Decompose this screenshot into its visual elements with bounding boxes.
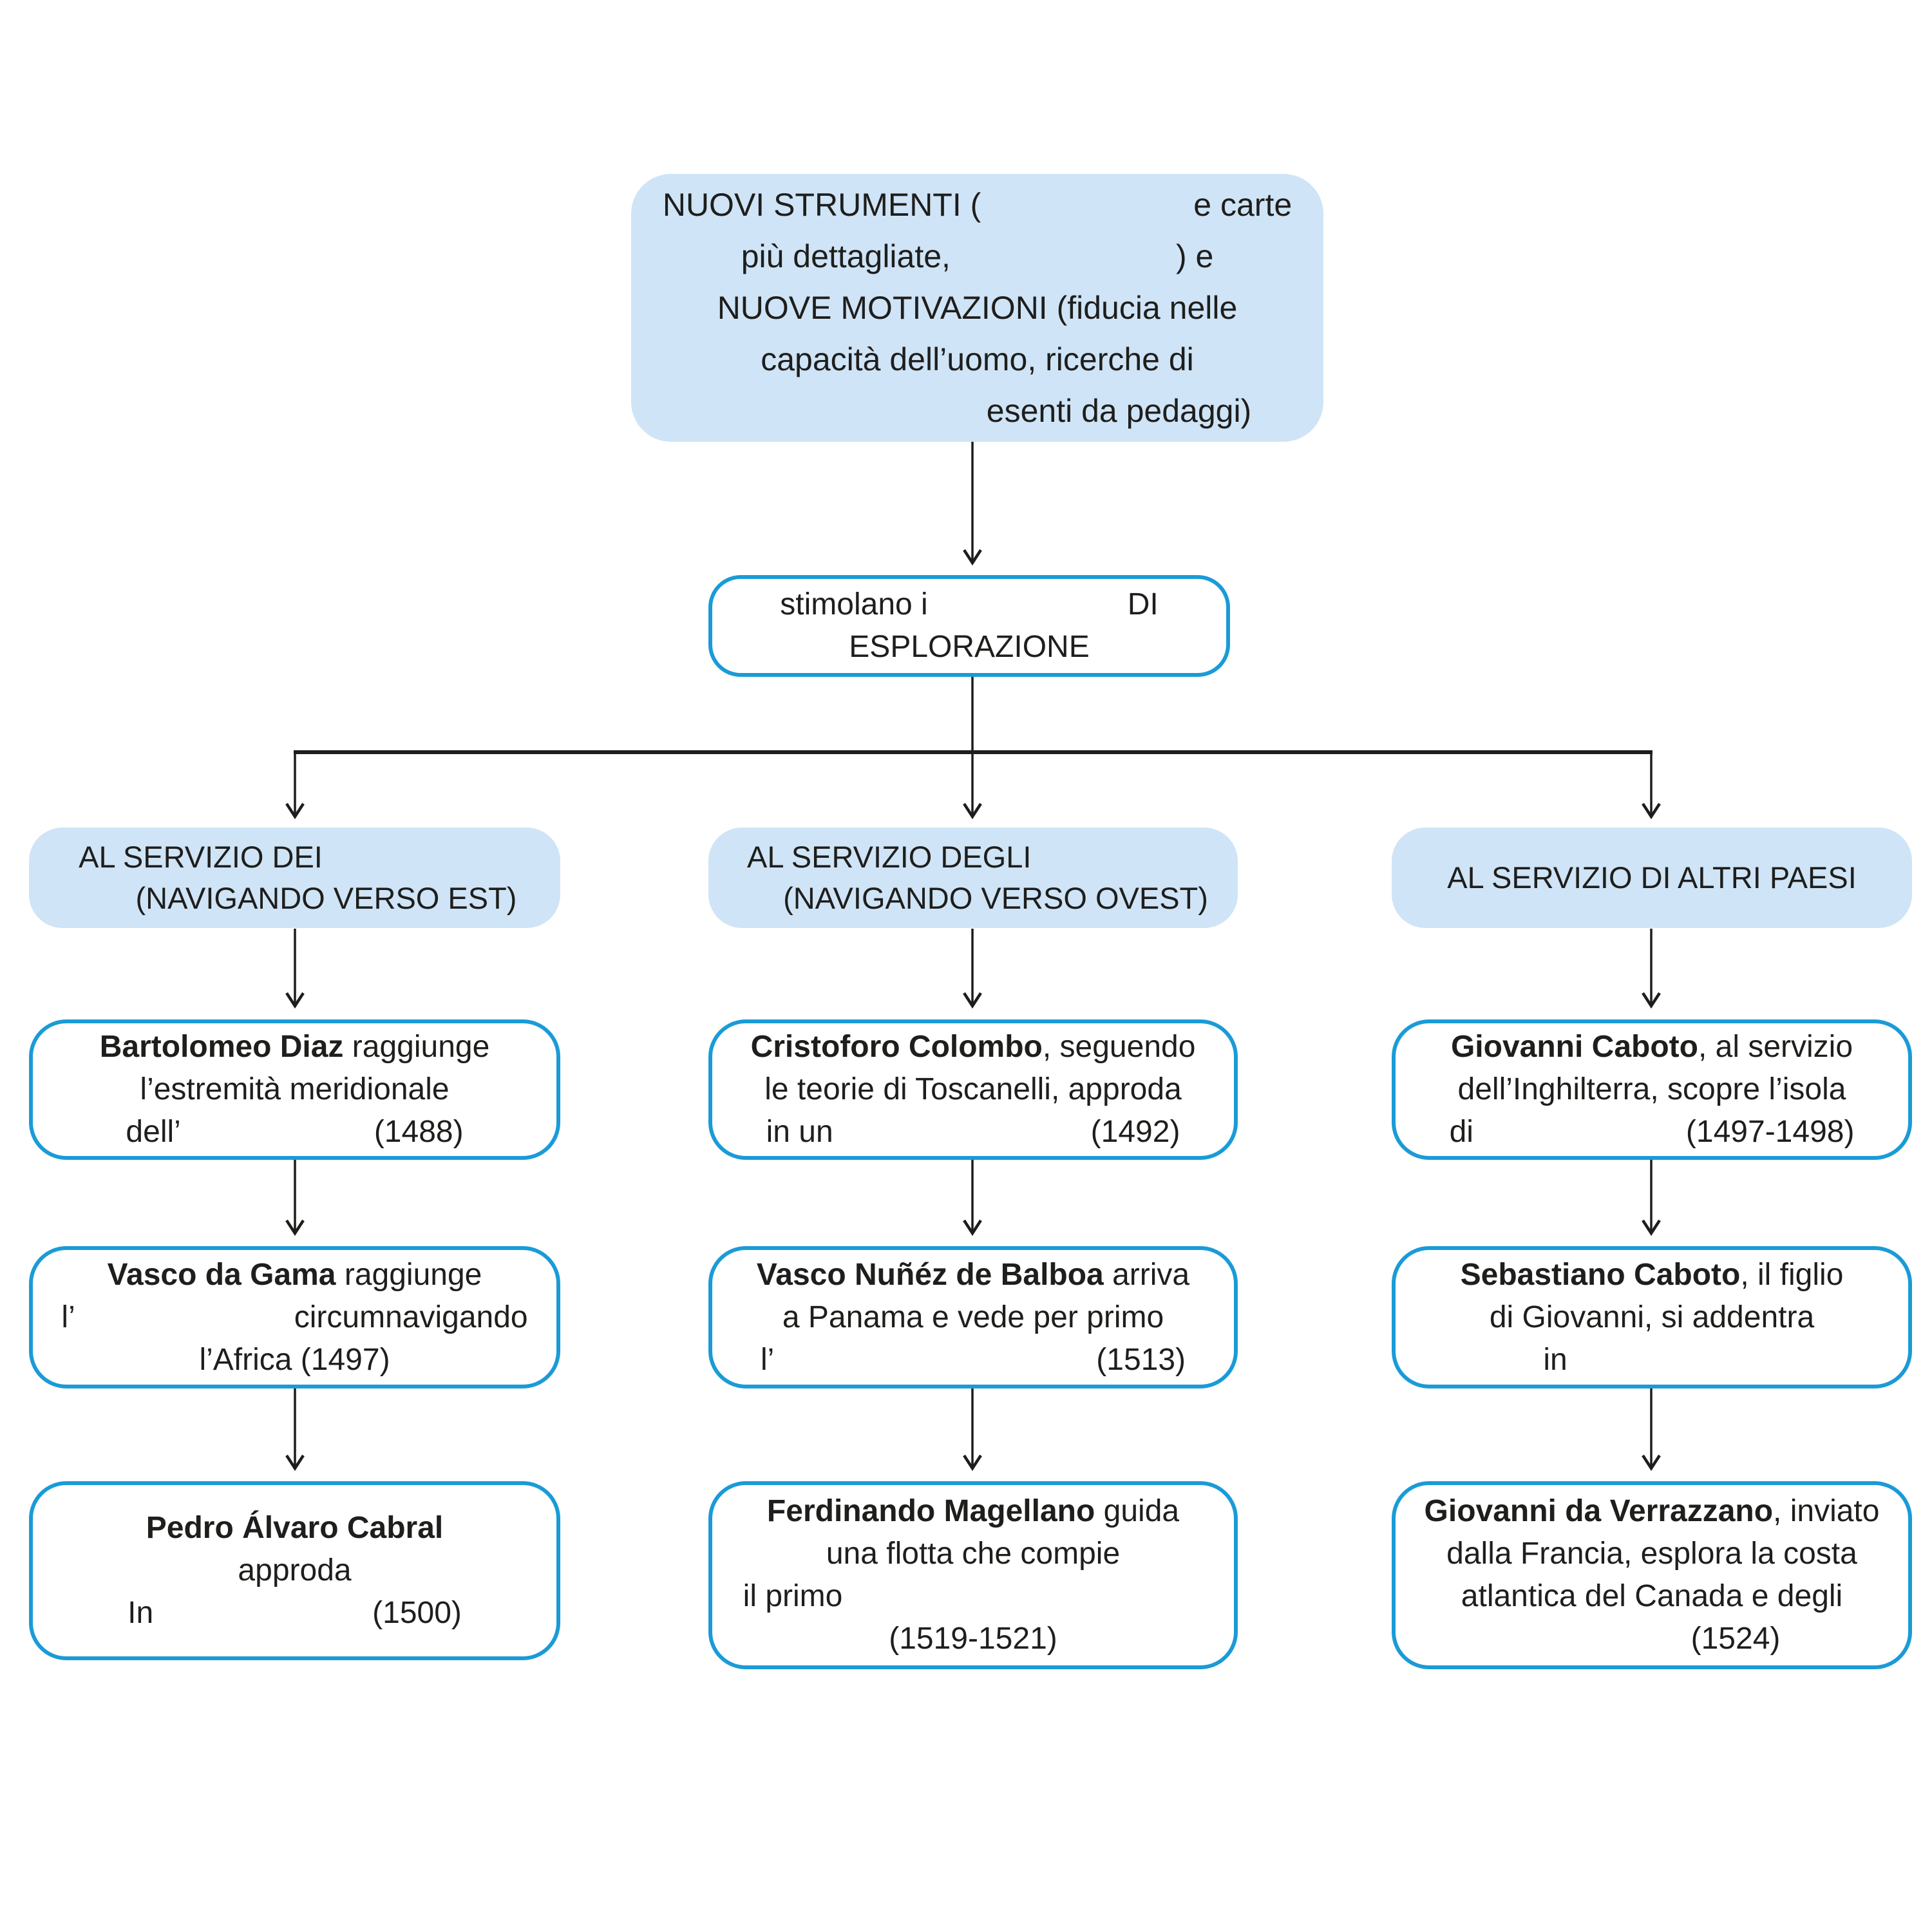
text-segment: di Giovanni, si addentra <box>1489 1300 1815 1334</box>
explorer-box-bartolomeo-diaz <box>29 1019 560 1160</box>
text-segment: (NAVIGANDO VERSO EST) <box>135 881 517 915</box>
text-segment: AL SERVIZIO DEGLI <box>747 840 1032 874</box>
text-segment: (1513) <box>1096 1342 1186 1377</box>
text-line <box>747 837 1212 878</box>
text-segment: di <box>1449 1115 1473 1149</box>
text-segment: , seguendo <box>1042 1030 1196 1064</box>
text-line <box>1414 1296 1890 1339</box>
text-segment: (NAVIGANDO VERSO OVEST) <box>783 881 1208 915</box>
text-segment: dell’Inghilterra, scopre l’isola <box>1457 1072 1846 1106</box>
box-nuovi-strumenti <box>631 174 1323 442</box>
text-segment: ) e <box>1175 238 1214 274</box>
fill-in-blank-space <box>833 1141 1091 1142</box>
explorer-name: Cristoforo Colombo <box>750 1030 1043 1064</box>
explorer-box-scaboto-text <box>1396 1250 1908 1385</box>
text-segment: AL SERVIZIO DEI <box>79 840 323 874</box>
text-segment: DI <box>1127 587 1159 621</box>
text-line <box>73 878 535 919</box>
fill-in-blank-space <box>751 907 783 909</box>
text-line <box>51 1339 538 1381</box>
explorer-box-gama-text <box>33 1250 556 1385</box>
text-line <box>730 1068 1216 1111</box>
explorer-box-balboa-text <box>712 1250 1234 1385</box>
explorer-name: Pedro Álvaro Cabral <box>146 1511 444 1545</box>
text-line <box>649 334 1305 385</box>
fill-in-blank-space <box>1567 1368 1761 1370</box>
text-segment: circumnavigando <box>294 1300 528 1334</box>
text-segment: approda <box>238 1553 352 1587</box>
header-servizio-ovest-text <box>708 828 1238 928</box>
text-line <box>1414 1068 1890 1111</box>
explorer-box-vasco-balboa <box>708 1246 1238 1388</box>
explorer-box-giovanni-verrazzano <box>1392 1481 1912 1669</box>
header-servizio-est-text <box>29 828 560 928</box>
explorer-box-pedro-cabral <box>29 1481 560 1660</box>
text-line <box>1410 857 1894 898</box>
explorer-name: Vasco Nuñéz de Balboa <box>756 1257 1104 1292</box>
fill-in-blank-space <box>181 1141 374 1142</box>
text-segment: il primo <box>743 1579 843 1613</box>
text-line <box>649 385 1305 437</box>
fill-in-blank-space <box>703 421 987 422</box>
box-stimolano-viaggi <box>708 575 1230 677</box>
text-line <box>730 1296 1216 1339</box>
explorer-box-cabral-text <box>33 1485 556 1656</box>
text-line <box>73 837 535 878</box>
header-servizio-altri-paesi-text <box>1392 828 1912 928</box>
text-line <box>747 878 1212 919</box>
text-line <box>1414 1575 1890 1618</box>
text-line <box>51 1592 538 1634</box>
fill-in-blank-space <box>1031 866 1212 867</box>
header-servizio-altri-paesi <box>1392 828 1912 928</box>
box-stimolano-text <box>712 579 1226 673</box>
fill-in-blank-space <box>842 1605 1203 1606</box>
explorer-box-verrazzano-text <box>1396 1485 1908 1665</box>
text-line <box>730 1618 1216 1660</box>
text-segment: (1488) <box>374 1115 464 1149</box>
text-segment: atlantica del Canada e degli <box>1461 1579 1843 1613</box>
text-segment: l’Africa (1497) <box>199 1342 390 1377</box>
text-segment: raggiunge <box>336 1257 482 1292</box>
text-segment: dell’ <box>126 1115 181 1149</box>
text-line <box>730 1111 1216 1153</box>
explorer-box-sebastiano-caboto <box>1392 1246 1912 1388</box>
text-segment: a Panama e vede per primo <box>782 1300 1164 1334</box>
text-line <box>51 1549 538 1592</box>
text-segment: le teorie di Toscanelli, approda <box>764 1072 1182 1106</box>
fill-in-blank-space <box>928 613 1128 614</box>
text-line <box>1414 1111 1890 1153</box>
fill-in-blank-space <box>774 1368 1096 1370</box>
text-segment: capacità dell’uomo, ricerche di <box>761 341 1194 377</box>
fill-in-blank-space <box>91 907 136 909</box>
text-line <box>730 583 1208 626</box>
text-segment: ESPLORAZIONE <box>849 630 1090 664</box>
text-segment: l’estremità meridionale <box>140 1072 450 1106</box>
explorer-box-colombo-text <box>712 1023 1234 1156</box>
text-line <box>730 1533 1216 1575</box>
text-segment: in un <box>766 1115 833 1149</box>
text-segment: NUOVE MOTIVAZIONI (fiducia nelle <box>717 290 1238 326</box>
text-line <box>649 179 1305 231</box>
text-line <box>51 1507 538 1549</box>
text-line <box>1414 1254 1890 1296</box>
text-line <box>1414 1618 1890 1660</box>
text-segment: , inviato <box>1773 1494 1880 1528</box>
box-nuovi-strumenti-text <box>631 174 1323 442</box>
text-line <box>649 282 1305 334</box>
text-line <box>51 1254 538 1296</box>
text-segment: una flotta che compie <box>826 1537 1121 1571</box>
text-segment: guida <box>1095 1494 1180 1528</box>
text-segment: NUOVI STRUMENTI ( <box>662 187 981 223</box>
text-segment: più dettagliate, <box>741 238 951 274</box>
text-segment: l’ <box>61 1300 75 1334</box>
text-segment: dalla Francia, esplora la costa <box>1446 1537 1857 1571</box>
explorer-box-magellano-text <box>712 1485 1234 1665</box>
text-line <box>730 1254 1216 1296</box>
explorer-name: Bartolomeo Diaz <box>99 1030 344 1064</box>
text-segment: AL SERVIZIO DI ALTRI PAESI <box>1447 860 1857 895</box>
text-line <box>51 1296 538 1339</box>
text-segment: esenti da pedaggi) <box>986 393 1252 429</box>
text-line <box>1414 1490 1890 1533</box>
explorer-name: Ferdinando Magellano <box>766 1494 1095 1528</box>
header-servizio-ovest <box>708 828 1238 928</box>
explorer-box-giovanni-caboto <box>1392 1019 1912 1160</box>
text-segment: stimolano i <box>780 587 928 621</box>
text-segment: raggiunge <box>343 1030 490 1064</box>
explorer-box-gcaboto-text <box>1396 1023 1908 1156</box>
text-line <box>1414 1339 1890 1381</box>
fill-in-blank-space <box>75 1326 294 1327</box>
fill-in-blank-space <box>323 866 529 867</box>
text-segment: , al servizio <box>1698 1030 1853 1064</box>
text-line <box>51 1111 538 1153</box>
text-line <box>730 1490 1216 1533</box>
text-segment: l’ <box>760 1342 775 1377</box>
text-line <box>51 1068 538 1111</box>
text-segment: arriva <box>1103 1257 1190 1292</box>
explorer-box-ferdinando-magellano <box>708 1481 1238 1669</box>
fill-in-blank-space <box>153 1622 372 1623</box>
explorer-name: Giovanni da Verrazzano <box>1424 1494 1774 1528</box>
text-segment: In <box>128 1596 154 1630</box>
text-line <box>649 231 1305 282</box>
text-line <box>730 1026 1216 1068</box>
explorer-box-cristoforo-colombo <box>708 1019 1238 1160</box>
text-line <box>730 626 1208 668</box>
text-segment: in <box>1543 1342 1567 1377</box>
text-line <box>730 1339 1216 1381</box>
explorer-name: Vasco da Gama <box>107 1257 336 1292</box>
text-segment: (1500) <box>372 1596 462 1630</box>
text-segment: e carte <box>1193 187 1293 223</box>
text-segment: (1524) <box>1690 1622 1781 1656</box>
fill-in-blank-space <box>1473 1141 1686 1142</box>
explorer-box-vasco-da-gama <box>29 1246 560 1388</box>
header-servizio-est <box>29 828 560 928</box>
explorer-name: Sebastiano Caboto <box>1460 1257 1741 1292</box>
fill-in-blank-space <box>951 266 1176 267</box>
text-segment: (1519-1521) <box>889 1622 1057 1656</box>
text-segment: (1497-1498) <box>1685 1115 1855 1149</box>
text-line <box>730 1575 1216 1618</box>
fill-in-blank-space <box>981 214 1193 216</box>
text-line <box>1414 1533 1890 1575</box>
explorer-name: Giovanni Caboto <box>1450 1030 1698 1064</box>
text-segment: , il figlio <box>1740 1257 1844 1292</box>
text-segment: (1492) <box>1090 1115 1180 1149</box>
text-line <box>1414 1026 1890 1068</box>
text-line <box>51 1026 538 1068</box>
explorer-box-diaz-text <box>33 1023 556 1156</box>
fill-in-blank-space <box>1524 1647 1691 1649</box>
